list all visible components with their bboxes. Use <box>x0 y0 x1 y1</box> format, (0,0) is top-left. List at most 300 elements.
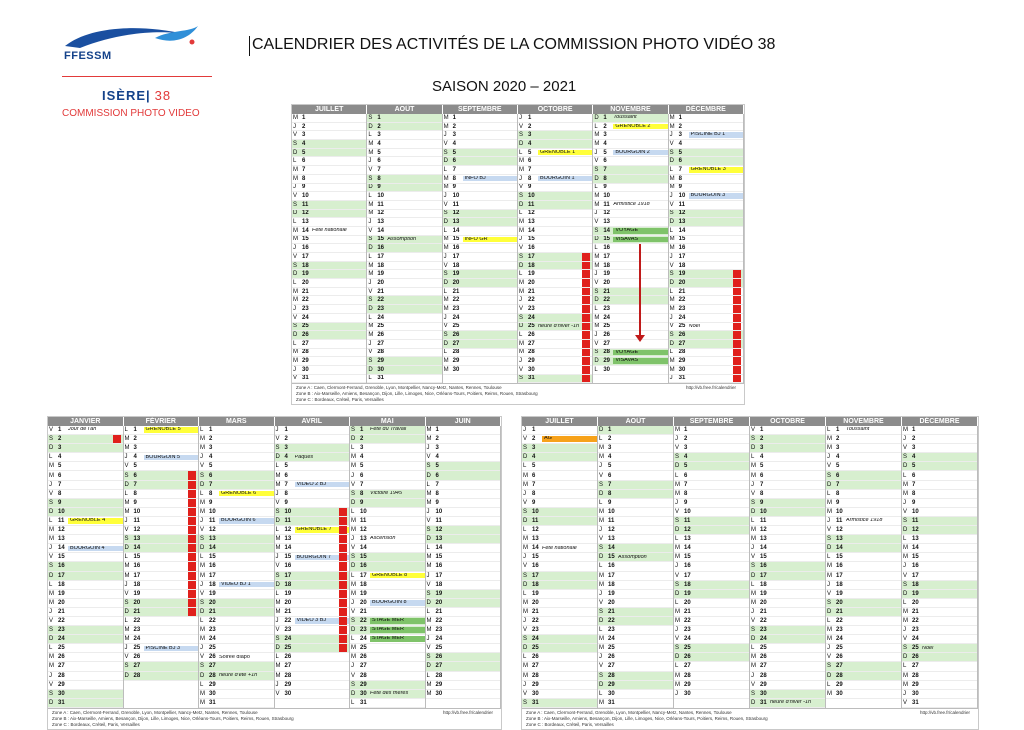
day-number: 6 <box>377 158 381 165</box>
day-row <box>902 662 977 671</box>
weekday-letter: J <box>523 681 526 688</box>
page-title: CALENDRIER DES ACTIVITÉS DE LA COMMISSION PHOTO VIDÉO 38 <box>252 36 776 53</box>
day-number: 24 <box>527 314 535 321</box>
day-row <box>426 581 501 590</box>
day-row <box>669 175 743 184</box>
day-row <box>522 681 597 690</box>
day-number: 7 <box>678 166 682 173</box>
day-number: 12 <box>684 527 691 534</box>
day-number: 19 <box>302 271 309 278</box>
day-row <box>750 572 825 581</box>
day-row <box>426 508 501 517</box>
day-row <box>522 426 597 435</box>
day-number: 4 <box>133 454 137 461</box>
weekday-letter: D <box>523 454 528 461</box>
holiday-marker <box>339 608 347 616</box>
day-row <box>518 218 592 227</box>
day-row <box>750 481 825 490</box>
day-number: 19 <box>377 271 385 278</box>
weekday-letter: M <box>599 517 604 524</box>
day-number: 18 <box>302 262 309 269</box>
weekday-letter: S <box>426 590 431 597</box>
weekday-letter: L <box>275 463 279 470</box>
day-row <box>518 227 592 236</box>
day-number: 15 <box>360 554 367 561</box>
weekday-letter: S <box>275 572 280 579</box>
weekday-letter: J <box>669 132 673 139</box>
day-row <box>199 581 274 590</box>
weekday-letter: M <box>124 563 130 570</box>
day-number: 17 <box>302 253 309 260</box>
weekday-letter: S <box>124 536 129 543</box>
weekday-letter: M <box>675 545 680 552</box>
weekday-letter: L <box>293 340 297 347</box>
event-label: BOURGOIN 5 <box>144 455 199 461</box>
event-label: PISCINE BJ 3 <box>144 646 199 652</box>
weekday-letter: L <box>275 527 279 534</box>
day-row <box>292 270 366 279</box>
day-number: 22 <box>836 618 843 625</box>
day-row <box>443 253 517 262</box>
day-row <box>367 357 441 366</box>
day-number: 11 <box>58 517 65 524</box>
day-row <box>674 608 749 617</box>
day-number: 15 <box>603 236 610 243</box>
weekday-letter: M <box>200 445 205 452</box>
day-row <box>902 535 977 544</box>
month-header: JANVIER <box>48 417 124 426</box>
day-row <box>826 617 901 626</box>
weekday-letter: M <box>293 349 298 356</box>
day-row <box>443 175 517 184</box>
day-row <box>443 227 517 236</box>
day-number: 21 <box>302 288 309 295</box>
weekday-letter: V <box>368 288 373 295</box>
day-number: 1 <box>209 427 213 434</box>
weekday-letter: S <box>200 599 205 606</box>
day-row <box>275 481 350 490</box>
weekday-letter: D <box>669 219 674 226</box>
day-number: 24 <box>912 636 919 643</box>
weekday-letter: V <box>443 262 448 269</box>
day-row <box>593 175 667 184</box>
day-number: 7 <box>532 481 536 488</box>
weekday-letter: L <box>351 699 355 706</box>
holiday-marker <box>188 517 196 525</box>
day-number: 29 <box>360 681 367 688</box>
weekday-letter: M <box>675 618 680 625</box>
day-row <box>518 123 592 132</box>
month-header: JUILLET <box>292 105 367 114</box>
day-row <box>199 599 274 608</box>
weekday-letter: J <box>275 618 279 625</box>
day-number: 27 <box>836 663 843 670</box>
weekday-letter: J <box>903 436 906 443</box>
weekday-letter: J <box>200 645 203 652</box>
day-row <box>518 114 592 123</box>
day-number: 31 <box>678 375 686 382</box>
weekday-letter: D <box>669 158 674 165</box>
day-row <box>674 690 749 699</box>
day-number: 23 <box>836 627 843 634</box>
day-row <box>443 244 517 253</box>
weekday-letter: S <box>827 536 832 543</box>
day-row <box>292 157 366 166</box>
weekday-letter: V <box>124 654 129 661</box>
day-number: 2 <box>760 436 764 443</box>
weekday-letter: V <box>351 672 356 679</box>
day-number: 10 <box>760 508 767 515</box>
day-row <box>522 435 597 444</box>
weekday-letter: M <box>49 590 54 597</box>
day-row <box>124 499 199 508</box>
day-number: 15 <box>435 554 443 561</box>
zone-b-text: Zone B : Aix-Marseille, Amiens, Besançon, Dijon, Lille, Limoges, Nice, Orléans-Tours, Poitiers, Reims, Rouen, Strasbourg <box>526 715 768 721</box>
weekday-letter: S <box>368 114 373 121</box>
weekday-letter: M <box>518 288 524 295</box>
day-number: 26 <box>684 654 691 661</box>
day-number: 16 <box>760 563 767 570</box>
day-row <box>902 590 977 599</box>
holiday-marker <box>582 323 590 331</box>
event-label: Pâques <box>294 454 314 460</box>
day-number: 5 <box>284 463 288 470</box>
day-number: 21 <box>133 608 141 615</box>
weekday-letter: S <box>124 472 129 479</box>
day-number: 8 <box>678 175 682 182</box>
holiday-marker <box>339 572 347 580</box>
day-number: 23 <box>760 627 767 634</box>
day-number: 30 <box>284 690 292 697</box>
day-row <box>674 426 749 435</box>
day-number: 1 <box>678 114 682 121</box>
weekday-letter: J <box>523 490 526 497</box>
weekday-letter: L <box>368 375 372 382</box>
day-number: 3 <box>452 132 456 139</box>
day-row <box>275 471 350 480</box>
day-number: 30 <box>527 366 535 373</box>
day-row <box>292 149 366 158</box>
weekday-letter: M <box>827 508 832 515</box>
weekday-letter: D <box>599 490 604 497</box>
weekday-letter: S <box>368 358 373 365</box>
day-number: 1 <box>532 427 536 434</box>
month-column <box>350 426 426 708</box>
weekday-letter: L <box>599 436 603 443</box>
day-row <box>750 435 825 444</box>
weekday-letter: J <box>827 581 830 588</box>
weekday-letter: M <box>675 608 680 615</box>
day-row <box>669 253 743 262</box>
weekday-letter: D <box>751 572 756 579</box>
weekday-letter: L <box>368 253 372 260</box>
day-row <box>522 562 597 571</box>
day-row <box>674 490 749 499</box>
weekday-letter: S <box>675 581 680 588</box>
day-number: 28 <box>608 672 615 679</box>
day-row <box>124 453 199 462</box>
weekday-letter: M <box>368 140 374 147</box>
weekday-letter: V <box>599 536 604 543</box>
day-number: 12 <box>912 527 919 534</box>
day-number: 9 <box>836 499 840 506</box>
day-number: 8 <box>608 490 612 497</box>
day-number: 20 <box>360 599 367 606</box>
weekday-letter: S <box>751 499 756 506</box>
day-number: 13 <box>532 536 539 543</box>
holiday-marker <box>339 599 347 607</box>
weekday-letter: S <box>523 572 528 579</box>
day-row <box>669 210 743 219</box>
day-row <box>292 331 366 340</box>
day-number: 19 <box>209 590 216 597</box>
weekday-letter: L <box>49 645 53 652</box>
day-row <box>350 499 425 508</box>
day-row <box>367 210 441 219</box>
weekday-letter: M <box>751 599 756 606</box>
day-row <box>199 608 274 617</box>
day-row <box>593 323 667 332</box>
weekday-letter: J <box>275 490 279 497</box>
weekday-letter: M <box>426 618 432 625</box>
weekday-letter: S <box>751 690 756 697</box>
day-row <box>902 490 977 499</box>
weekday-letter: M <box>594 253 600 260</box>
day-number: 17 <box>377 253 385 260</box>
day-number: 8 <box>452 175 456 182</box>
day-number: 30 <box>684 690 691 697</box>
day-row <box>669 331 743 340</box>
day-number: 28 <box>133 672 141 679</box>
day-row <box>426 644 501 653</box>
event-label: Assomption <box>387 236 417 242</box>
weekday-letter: S <box>49 627 54 634</box>
day-row <box>367 262 441 271</box>
month-header: DÉCEMBRE <box>669 105 744 114</box>
day-number: 8 <box>435 490 439 497</box>
weekday-letter: L <box>443 227 447 234</box>
holiday-marker <box>339 590 347 598</box>
day-row <box>902 526 977 535</box>
weekday-letter: L <box>669 166 673 173</box>
holiday-marker <box>339 562 347 570</box>
weekday-letter: L <box>827 618 831 625</box>
day-number: 31 <box>377 375 385 382</box>
day-row <box>518 288 592 297</box>
weekday-letter: V <box>518 245 523 252</box>
weekday-letter: V <box>518 184 523 191</box>
day-row <box>902 508 977 517</box>
day-row <box>292 296 366 305</box>
event-label: BOURGOIN 2 <box>613 150 667 156</box>
weekday-letter: J <box>351 599 354 606</box>
logo-region-name: ISÈRE <box>102 88 147 103</box>
day-number: 6 <box>133 472 137 479</box>
weekday-letter: V <box>200 654 205 661</box>
day-number: 29 <box>284 681 292 688</box>
day-row <box>275 662 350 671</box>
weekday-letter: V <box>124 590 129 597</box>
day-number: 25 <box>608 645 615 652</box>
day-number: 22 <box>608 618 615 625</box>
day-number: 15 <box>684 554 691 561</box>
month-header: AVRIL <box>275 417 351 426</box>
day-row <box>124 644 199 653</box>
day-number: 27 <box>209 663 216 670</box>
day-number: 11 <box>133 517 140 524</box>
weekday-letter: M <box>368 210 374 217</box>
day-row <box>598 453 673 462</box>
day-row <box>48 426 123 435</box>
weekday-letter: M <box>200 563 205 570</box>
day-number: 5 <box>209 463 213 470</box>
weekday-letter: D <box>518 140 524 147</box>
day-row <box>292 140 366 149</box>
day-number: 23 <box>209 627 216 634</box>
day-row <box>48 662 123 671</box>
weekday-letter: S <box>368 297 373 304</box>
day-number: 1 <box>284 427 288 434</box>
day-row <box>292 340 366 349</box>
day-row <box>826 626 901 635</box>
weekday-letter: M <box>368 271 374 278</box>
event-label: STAGE MER <box>370 636 425 642</box>
day-number: 25 <box>836 645 843 652</box>
weekday-letter: D <box>443 279 448 286</box>
weekday-letter: J <box>669 314 673 321</box>
day-row <box>669 114 743 123</box>
day-row <box>750 644 825 653</box>
weekday-letter: M <box>751 472 756 479</box>
day-number: 28 <box>377 349 385 356</box>
holiday-marker <box>582 305 590 313</box>
weekday-letter: S <box>675 645 680 652</box>
day-row <box>350 426 425 435</box>
day-row <box>522 481 597 490</box>
day-number: 10 <box>603 193 610 200</box>
day-row <box>750 526 825 535</box>
day-number: 14 <box>678 227 686 234</box>
day-number: 26 <box>284 654 292 661</box>
weekday-letter: S <box>293 140 298 147</box>
weekday-letter: M <box>599 454 604 461</box>
day-row <box>750 599 825 608</box>
weekday-letter: M <box>669 358 675 365</box>
weekday-letter: L <box>426 545 430 552</box>
event-label: Soirée diapo <box>219 654 250 660</box>
day-number: 5 <box>527 149 532 156</box>
day-number: 12 <box>527 210 535 217</box>
day-row <box>426 490 501 499</box>
weekday-letter: S <box>669 271 674 278</box>
day-number: 10 <box>133 508 141 515</box>
weekday-letter: V <box>599 472 604 479</box>
day-number: 8 <box>209 490 213 497</box>
day-number: 26 <box>527 332 535 339</box>
weekday-letter: D <box>675 654 680 661</box>
weekday-letter: J <box>903 563 906 570</box>
day-number: 10 <box>912 508 919 515</box>
day-number: 10 <box>678 193 686 200</box>
day-row <box>750 544 825 553</box>
weekday-letter: V <box>518 366 523 373</box>
day-row <box>426 599 501 608</box>
day-number: 30 <box>678 366 686 373</box>
day-row <box>367 218 441 227</box>
weekday-letter: S <box>599 608 604 615</box>
day-number: 23 <box>603 305 610 312</box>
weekday-letter: J <box>426 508 430 515</box>
weekday-letter: J <box>594 332 598 339</box>
weekday-letter: V <box>293 132 298 139</box>
day-number: 29 <box>377 358 385 365</box>
event-label: VISAVAS <box>613 358 667 364</box>
day-number: 29 <box>760 681 767 688</box>
day-number: 27 <box>284 663 292 670</box>
day-row <box>443 288 517 297</box>
day-row <box>124 562 199 571</box>
weekday-letter: D <box>751 508 756 515</box>
weekday-letter: M <box>443 236 449 243</box>
day-row <box>674 462 749 471</box>
day-number: 3 <box>302 132 306 139</box>
day-number: 30 <box>760 690 767 697</box>
day-row <box>522 635 597 644</box>
holiday-marker <box>188 508 196 516</box>
day-row <box>199 562 274 571</box>
weekday-letter: M <box>443 245 449 252</box>
ffessm-logo <box>48 16 214 124</box>
day-number: 31 <box>527 375 535 382</box>
day-row <box>292 184 366 193</box>
day-number: 28 <box>302 349 309 356</box>
weekday-letter: M <box>594 193 600 200</box>
day-number: 21 <box>58 608 65 615</box>
day-row <box>292 236 366 245</box>
day-number: 8 <box>58 490 62 497</box>
weekday-letter: L <box>200 681 204 688</box>
day-row <box>443 366 517 375</box>
day-number: 20 <box>435 599 443 606</box>
day-row <box>518 305 592 314</box>
day-row <box>48 462 123 471</box>
day-number: 24 <box>760 636 767 643</box>
day-number: 27 <box>603 340 610 347</box>
event-label: Armistice 1918 <box>613 201 650 207</box>
weekday-letter: D <box>293 271 298 278</box>
weekday-letter: V <box>426 645 431 652</box>
day-row <box>367 270 441 279</box>
day-number: 30 <box>302 366 309 373</box>
weekday-letter: J <box>293 184 296 191</box>
day-number: 4 <box>760 454 764 461</box>
day-number: 18 <box>377 262 385 269</box>
zone-a-text: Zone A : Caen, Clermont-Ferrand, Grenoble, Lyon, Montpellier, Nancy-Metz, Nantes, Rennes, Toulouse <box>52 709 258 715</box>
day-number: 3 <box>435 445 439 452</box>
day-row <box>124 535 199 544</box>
weekday-letter: V <box>351 545 356 552</box>
weekday-letter: L <box>669 288 673 295</box>
weekday-letter: V <box>293 253 298 260</box>
day-row <box>443 314 517 323</box>
day-number: 19 <box>133 590 141 597</box>
day-row <box>124 672 199 681</box>
holiday-marker <box>188 471 196 479</box>
weekday-letter: S <box>275 445 280 452</box>
day-row <box>199 572 274 581</box>
weekday-letter: L <box>599 499 603 506</box>
weekday-letter: V <box>368 349 373 356</box>
